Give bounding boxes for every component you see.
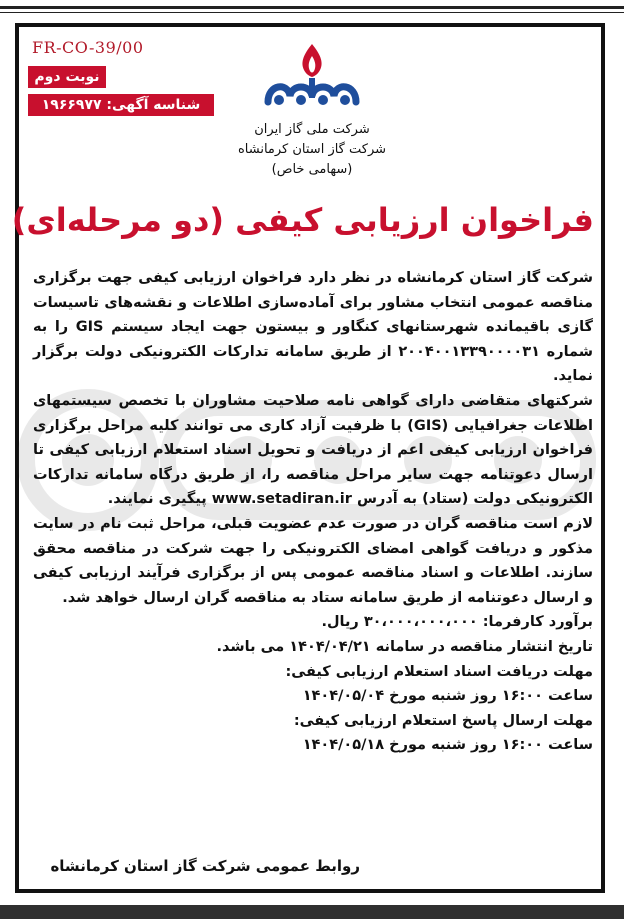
notice-title: فراخوان ارزیابی کیفی (دو مرحله‌ای)	[11, 201, 594, 239]
org-name-line2: شرکت گاز استان کرمانشاه	[237, 142, 387, 157]
paragraph-registration: لازم است مناقصه گران در صورت عدم عضویت قبلی، مراحل ثبت نام در سایت مذکور و دریافت گواهی امضای الکترونیکی را جهت شرکت در مناقصه محقق سازند. اطلاعات و اسناد مناقصه عمومی پس از برگزاری فرآیند ارزیابی کیفی و ارسال دعوتنامه از طریق سامانه ستاد به مناقصه گران ارسال خواهد شد.	[33, 515, 593, 606]
paragraph-eligibility: شرکتهای متقاضی دارای گواهی نامه صلاحیت مشاوران با تخصص سیستمهای اطلاعات جغرافیایی (GIS) با ظرفیت آزاد کاری می توانند کلیه مراحل برگزاری فراخوان ارزیابی کیفی اعم از دریافت و تحویل اسناد استعلام ارزیابی کیفی تا ارسال دعوتنامه جهت سایر مراحل مناقصه را، از طریق درگاه سامانه تدارکات الکترونیکی دولت (ستاد) به آدرس www.setadiran.ir پیگیری نمایند.	[33, 392, 593, 508]
submit-deadline-value: ساعت ۱۶:۰۰ روز شنبه مورخ ۱۴۰۴/۰۵/۱۸	[302, 737, 593, 754]
receive-deadline-label: مهلت دریافت اسناد استعلام ارزیابی کیفی:	[285, 663, 593, 680]
public-relations-signature: روابط عمومی شرکت گاز استان کرمانشاه	[50, 857, 360, 875]
notice-body	[33, 266, 593, 758]
org-name-line3: (سهامی خاص)	[271, 162, 353, 177]
top-border-rule	[0, 6, 624, 9]
estimate-line: برآورد کارفرما: ۳۰،۰۰۰،۰۰۰،۰۰۰ ریال.	[321, 614, 593, 631]
round-badge: نوبت دوم	[28, 66, 106, 88]
bottom-border-rule	[0, 905, 624, 919]
national-gas-company-logo	[256, 40, 368, 120]
receive-deadline-value: ساعت ۱۶:۰۰ روز شنبه مورخ ۱۴۰۴/۰۵/۰۴	[302, 688, 593, 705]
submit-deadline-label: مهلت ارسال پاسخ استعلام ارزیابی کیفی:	[293, 712, 593, 729]
paragraph-intro: شرکت گاز استان کرمانشاه در نظر دارد فراخوان ارزیابی کیفی جهت برگزاری مناقصه عمومی انتخاب مشاور برای آماده‌سازی اطلاعات و نقشه‌های تاسیسات گازی باقیمانده شهرستانهای کنگاور و بیستون جهت ایجاد سیستم GIS را به شماره ۲۰۰۴۰۰۱۳۳۹۰۰۰۰۳۱ از طریق سامانه تدارکات الکترونیکی دولت برگزار نماید.	[33, 270, 593, 385]
form-code: FR-CO-39/00	[32, 38, 144, 57]
notice-id-badge: شناسه آگهی: ۱۹۶۶۹۷۷	[28, 94, 214, 116]
top-border-thin-rule	[0, 12, 624, 13]
org-name-line1: شرکت ملی گاز ایران	[254, 122, 370, 137]
publish-date-line: تاریخ انتشار مناقصه در سامانه ۱۴۰۴/۰۴/۲۱ می باشد.	[216, 638, 593, 655]
